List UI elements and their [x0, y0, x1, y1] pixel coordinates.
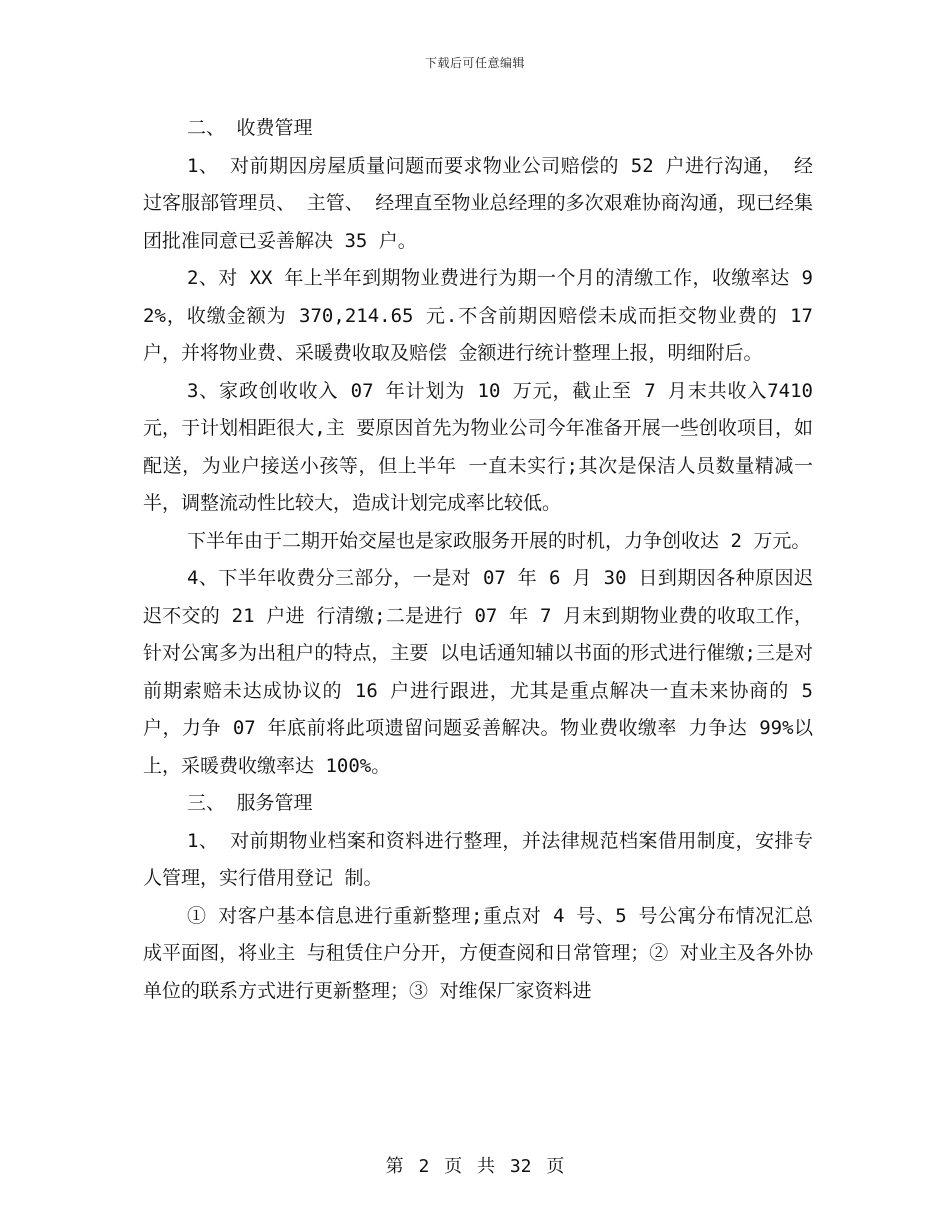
header-note: 下载后可任意编辑 — [424, 56, 525, 70]
document-body — [143, 110, 813, 1010]
section-heading-fee-management: 二、 收费管理 — [187, 117, 313, 139]
paragraph-archive-organization: 1、 对前期物业档案和资料进行整理，并法律规范档案借用制度，安排专人管理，实行借用登记 制。 — [143, 829, 813, 889]
section-heading-service-management: 三、 服务管理 — [187, 792, 313, 814]
paragraph-compensation-negotiation: 1、 对前期因房屋质量问题而要求物业公司赔偿的 52 户进行沟通， 经过客服部管理员、 主管、 经理直至物业总经理的多次艰难协商沟通，现已经集团批准同意已妥善解决 35 户。 — [143, 154, 813, 252]
paragraph-second-half-target: 下半年由于二期开始交屋也是家政服务开展的时机，力争创收达 2 万元。 — [187, 529, 811, 552]
paragraph-fee-collection-rate: 2、对 XX 年上半年到期物业费进行为期一个月的清缴工作，收缴率达 92%，收缴金额为 370,214.65 元.不含前期因赔偿未成而拒交物业费的 17 户，并将物业费、采暖费收取及赔偿 金额进行统计整理上报，明细附后。 — [143, 267, 813, 364]
paragraph-housekeeping-income: 3、家政创收收入 07 年计划为 10 万元，截止至 7 月末共收入7410 元，于计划相距很大,主 要原因首先为物业公司今年准备开展一些创收项目，如配送，为业户接送小孩等，但上半年 一直未实行;其次是保洁人员数量精减一半，调整流动性比较大，造成计划完成率比较低。 — [143, 379, 813, 514]
paragraph-second-half-collection-plan: 4、下半年收费分三部分，一是对 07 年 6 月 30 日到期因各种原因迟迟不交的 21 户进 行清缴;二是进行 07 年 7 月末到期物业费的收取工作，针对公寓多为出租户的特点，主要 以电话通知辅以书面的形式进行催缴;三是对前期索赔未达成协议的 16 户进行跟进，尤其是重点解决一直未来协商的 5 户，力争 07 年底前将此项遗留问题妥善解决。物业费收缴率 力争达 99%以上，采暖费收缴率达 100%。 — [143, 567, 813, 777]
page-number-footer: 第 2 页 共 32 页 — [385, 1156, 565, 1177]
paragraph-client-info-update: ① 对客户基本信息进行重新整理;重点对 4 号、5 号公寓分布情况汇总成平面图，将业主 与租赁住户分开，方便查阅和日常管理；② 对业主及各外协单位的联系方式进行更新整理；③ 对维保厂家资料进 — [143, 904, 813, 1002]
